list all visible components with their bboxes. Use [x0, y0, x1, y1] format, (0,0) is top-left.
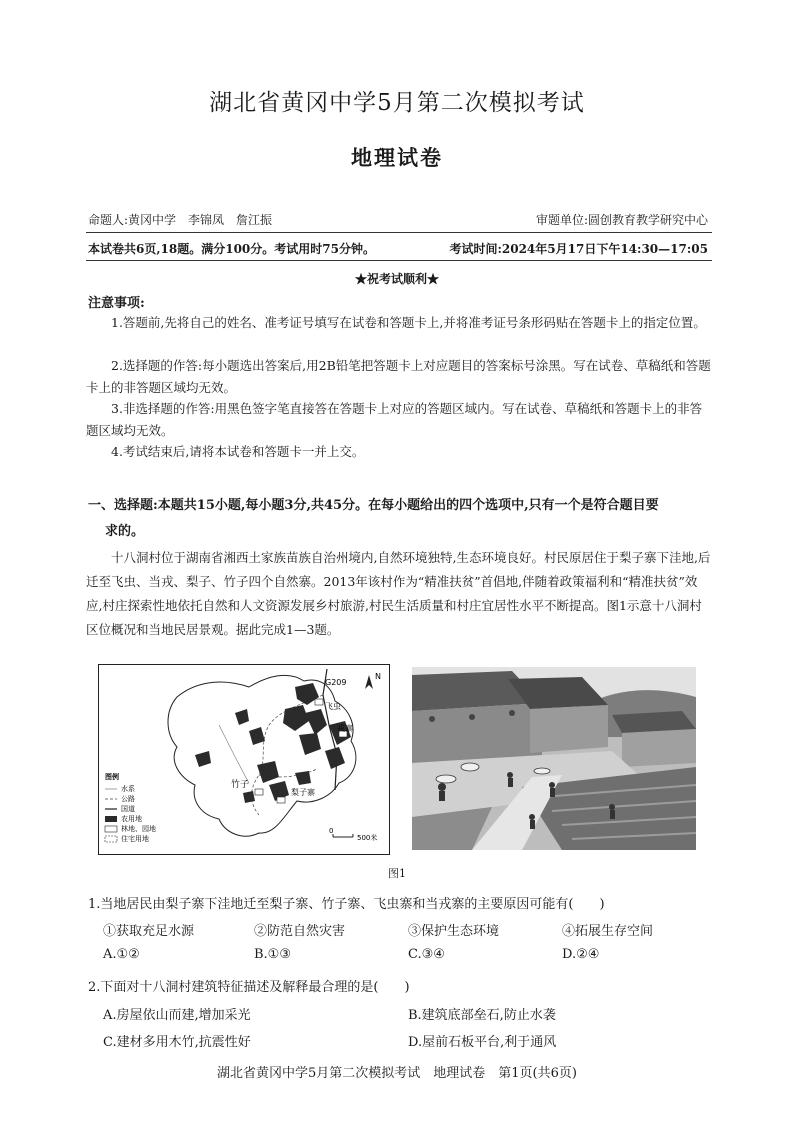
answer-option: B.建筑底部垒石,防止水袭 [408, 1008, 556, 1023]
legend-item: 住宅用地 [121, 835, 149, 843]
question-stem: 1.当地居民由梨子寨下洼地迁至梨子寨、竹子寨、飞虫寨和当戎寨的主要原因可能有( ) [88, 897, 605, 912]
place-label: 竹子 [231, 780, 250, 790]
statement: ④拓展生存空间 [562, 924, 654, 939]
paper-info: 本试卷共6页,18题。满分100分。考试用时75分钟。 [88, 242, 375, 256]
answer-option: A.①② [103, 947, 140, 962]
photo-svg [412, 667, 696, 850]
note-item: 4.考试结束后,请将本试卷和答题卡一并上交。 [111, 444, 365, 459]
section-heading: 一、选择题:本题共15小题,每小题3分,共45分。在每小题给出的四个选项中,只有一个是符合题目要 [88, 498, 659, 513]
blessing: ★祝考试顺利★ [354, 272, 439, 286]
north-label: N [375, 672, 381, 681]
answer-option: C.③④ [408, 947, 445, 962]
answer-option: D.②④ [562, 947, 600, 962]
figure-caption: 图1 [388, 867, 406, 880]
north-arrow-icon [365, 675, 373, 689]
answer-option: D.屋前石板平台,利于通风 [408, 1035, 557, 1050]
farmland-patches [195, 683, 351, 803]
river [219, 725, 249, 783]
answer-option: B.①③ [254, 947, 291, 962]
legend-item: 水系 [121, 785, 135, 793]
legend-title: 图例 [105, 773, 119, 781]
legend-item: 公路 [121, 795, 135, 803]
legend-item: 国道 [121, 805, 135, 813]
page-footer: 湖北省黄冈中学5月第二次模拟考试 地理试卷 第1页(共6页) [217, 1066, 577, 1081]
scale-zero: 0 [329, 827, 334, 835]
statement: ③保护生态环境 [408, 924, 500, 939]
statement: ②防范自然灾害 [254, 924, 346, 939]
place-label: 戎寨 [337, 724, 353, 733]
answer-option: A.房屋依山而建,增加采光 [103, 1008, 251, 1023]
divider [86, 260, 712, 261]
notes-heading: 注意事项: [88, 296, 145, 311]
section-heading-cont: 求的。 [105, 524, 145, 539]
divider [86, 232, 712, 233]
note-item: 3.非选择题的作答:用黑色签字笔直接答在答题卡上对应的答题区域内。写在试卷、草稿纸和答题卡上的非答题区域均无效。 [86, 401, 703, 438]
legend-item: 农用地 [121, 815, 142, 823]
note-item: 1.答题前,先将自己的姓名、准考证号填写在试卷和答题卡上,并将准考证号条形码贴在答题卡上的指定位置。 [111, 315, 706, 330]
authors: 命题人:黄冈中学 李锦凤 詹江振 [88, 213, 273, 227]
map-svg [99, 665, 389, 854]
location-map [98, 664, 390, 855]
place-label: 梨子寨 [291, 788, 315, 797]
road-label: G209 [325, 678, 347, 687]
reviewer: 审题单位:圆创教育教学研究中心 [535, 213, 708, 227]
question-stem: 2.下面对十八洞村建筑特征描述及解释最合理的是( ) [88, 980, 410, 995]
place-label: 飞虫 [325, 702, 341, 711]
exam-title: 湖北省黄冈中学5月第二次模拟考试 [209, 90, 585, 116]
note-item: 2.选择题的作答:每小题选出答案后,用2B铅笔把答题卡上对应题目的答案标号涂黑。写在试卷、草稿纸和答题卡上的非答题区域均无效。 [86, 358, 711, 395]
statement: ①获取充足水源 [103, 924, 195, 939]
legend-item: 林地、园地 [121, 825, 156, 833]
village-photo [412, 667, 696, 850]
passage: 十八洞村位于湖南省湘西土家族苗族自治州境内,自然环境独特,生态环境良好。村民原居住于梨子寨下洼地,后迁至飞虫、当戎、梨子、竹子四个自然寨。2013年该村作为“精准扶贫”首倡地,伴随着政策福利和“精准扶贫”效应,村庄探索性地依托自然和人文资源发展乡村旅游,村民生活质量和村庄宜居性水平不断提高。图1示意十八洞村区位概况和当地民居景观。据此完成1—3题。 [86, 550, 711, 637]
paper-subject-title: 地理试卷 [351, 145, 443, 170]
exam-time: 考试时间:2024年5月17日下午14:30—17:05 [449, 242, 708, 256]
scale-label: 500米 [357, 834, 378, 842]
answer-option: C.建材多用木竹,抗震性好 [103, 1035, 251, 1050]
